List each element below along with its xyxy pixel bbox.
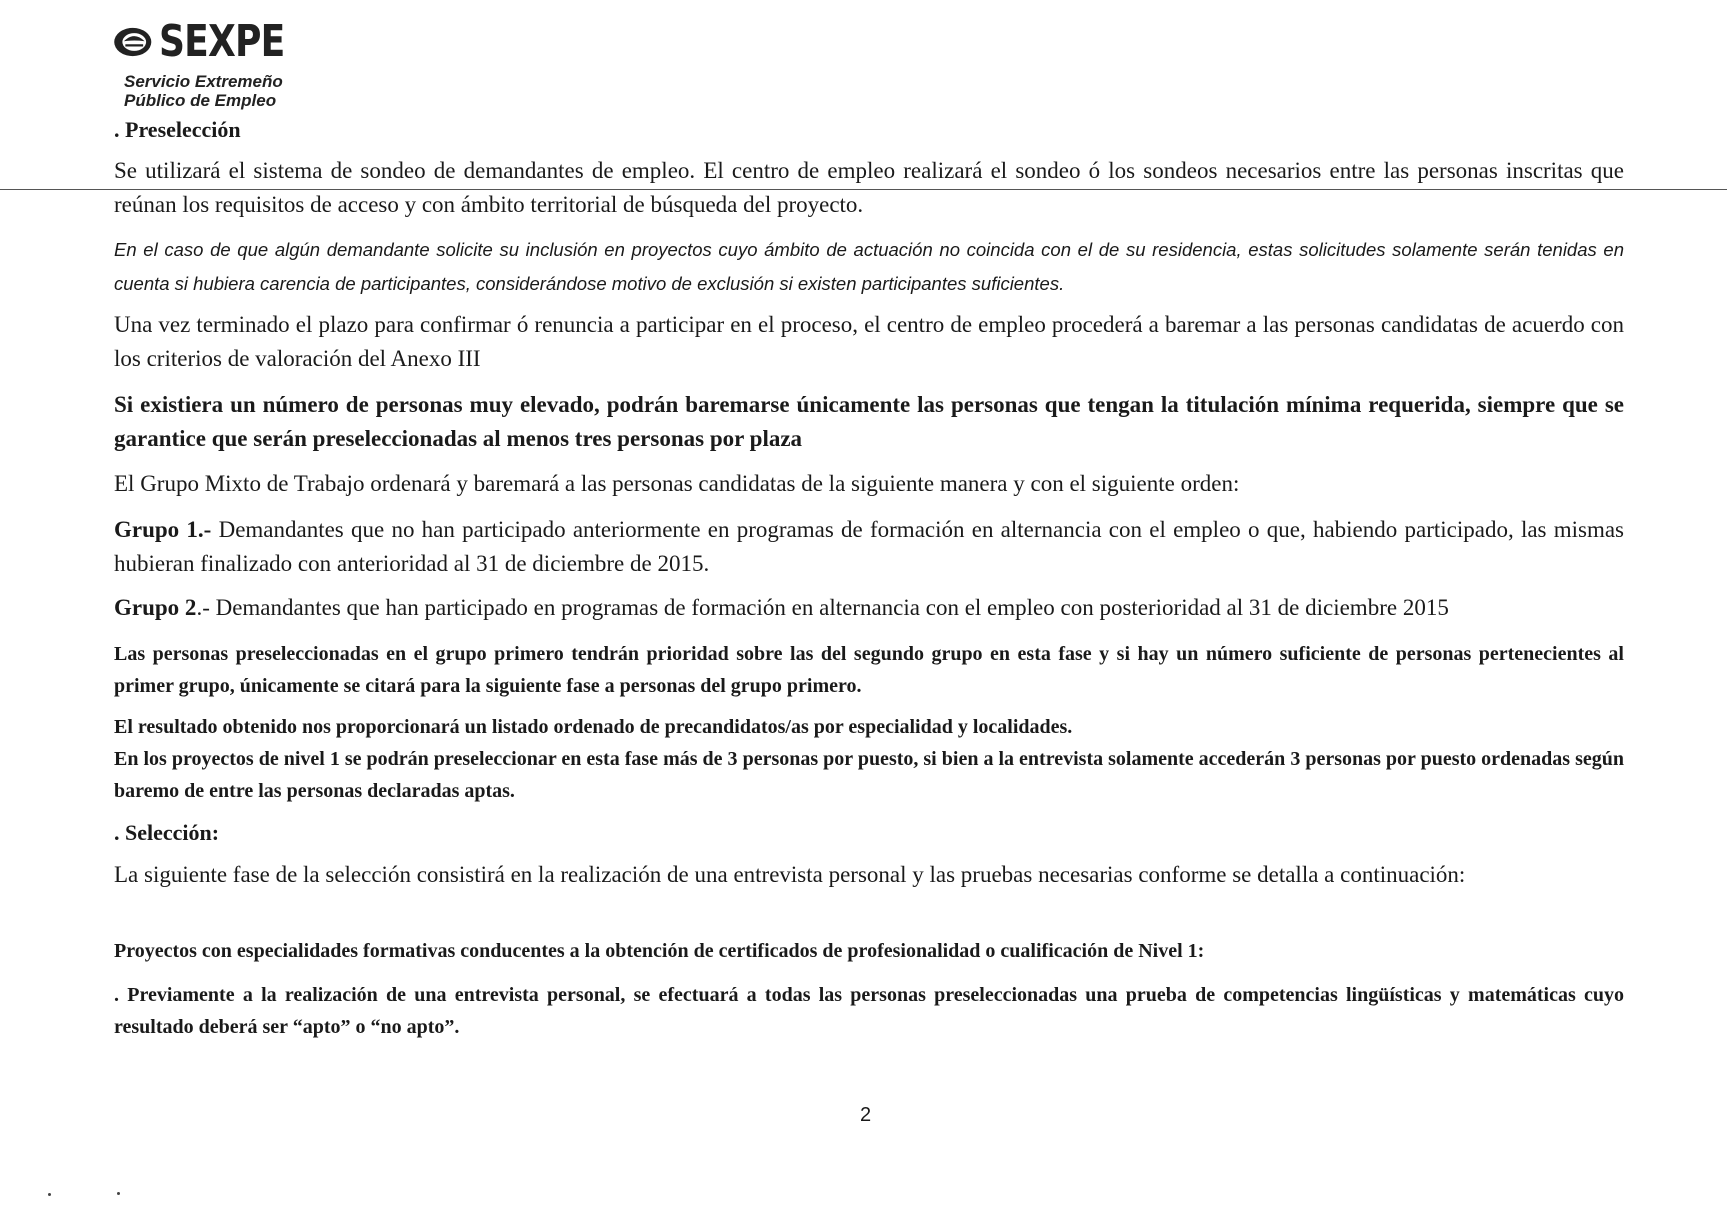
scan-speck: [117, 1192, 120, 1195]
paragraph-grupo-1: [114, 513, 1624, 581]
paragraph-grupo-mixto: El Grupo Mixto de Trabajo ordenará y baremará a las personas candidatas de la siguiente manera y con el siguiente orden:: [114, 471, 1240, 496]
scan-speck: [48, 1193, 51, 1196]
sexpe-logo: [112, 18, 312, 110]
grupo-2-label: Grupo 2: [114, 595, 197, 620]
heading-preseleccion: . Preselección: [114, 117, 241, 142]
logo-subtitle-line1: Servicio Extremeño: [124, 72, 283, 91]
paragraph-prioridad: Las personas preseleccionadas en el grupo primero tendrán prioridad sobre las del segundo grupo en esta fase y si hay un número suficiente de personas pertenecientes al primer grupo, únicamente se citará para la siguiente fase a personas del grupo primero.: [114, 643, 1624, 697]
grupo-1-text: Demandantes que no han participado anteriormente en programas de formación en alternancia con el empleo o que, habiendo participado, las mismas hubieran finalizado con anterioridad al 31 de diciembre de 2015.: [114, 517, 1625, 576]
sexpe-emblem-icon: [112, 19, 155, 65]
logo-subtitle-line2: Público de Empleo: [124, 91, 277, 110]
logo-wordmark: SEXPE: [159, 16, 285, 67]
paragraph-residencia-italic: En el caso de que algún demandante solicite su inclusión en proyectos cuyo ámbito de actuación no coincida con el de su residencia, estas solicitudes solamente serán tenidas en cuenta si hubiera carencia de participantes, considerándose motivo de exclusión si existen participantes suficientes.: [114, 239, 1624, 294]
heading-seleccion: . Selección:: [114, 820, 220, 845]
paragraph-baremar: Una vez terminado el plazo para confirmar ó renuncia a participar en el proceso, el centro de empleo procederá a baremar a las personas candidatas de acuerdo con los criterios de valoración del Anexo III: [114, 312, 1624, 371]
paragraph-sondeo: Se utilizará el sistema de sondeo de demandantes de empleo. El centro de empleo realizará el sondeo ó los sondeos necesarios entre las personas inscritas que reúnan los requisitos de acceso y con ámbito territorial de búsqueda del proyecto.: [114, 158, 1624, 217]
grupo-2-text: .- Demandantes que han participado en programas de formación en alternancia con el empleo con posterioridad al 31 de diciembre 2015: [196, 595, 1449, 620]
paragraph-prueba-competencias: . Previamente a la realización de una entrevista personal, se efectuará a todas las personas preseleccionadas una prueba de competencias lingüísticas y matemáticas cuyo resultado deberá ser “apto” o “no apto”.: [114, 984, 1624, 1038]
paragraph-entrevista: La siguiente fase de la selección consistirá en la realización de una entrevista personal y las pruebas necesarias conforme se detalla a continuación:: [114, 862, 1466, 887]
paragraph-resultado: El resultado obtenido nos proporcionará un listado ordenado de precandidatos/as por especialidad y localidades.: [114, 716, 1073, 738]
grupo-1-label: Grupo 1.-: [114, 517, 212, 542]
paragraph-numero-elevado: Si existiera un número de personas muy elevado, podrán baremarse únicamente las personas que tengan la titulación mínima requerida, siempre que se garantice que serán preseleccionadas al menos tres personas por plaza: [114, 392, 1624, 451]
page-number: 2: [860, 1104, 872, 1126]
paragraph-grupo-2: [114, 591, 1624, 625]
paragraph-nivel-1: En los proyectos de nivel 1 se podrán preseleccionar en esta fase más de 3 personas por puesto, si bien a la entrevista solamente accederán 3 personas por puesto ordenadas según baremo de entre las personas declaradas aptas.: [114, 748, 1624, 802]
paragraph-proyectos-nivel-1: Proyectos con especialidades formativas conducentes a la obtención de certificados de profesionalidad o cualificación de Nivel 1:: [114, 940, 1205, 962]
